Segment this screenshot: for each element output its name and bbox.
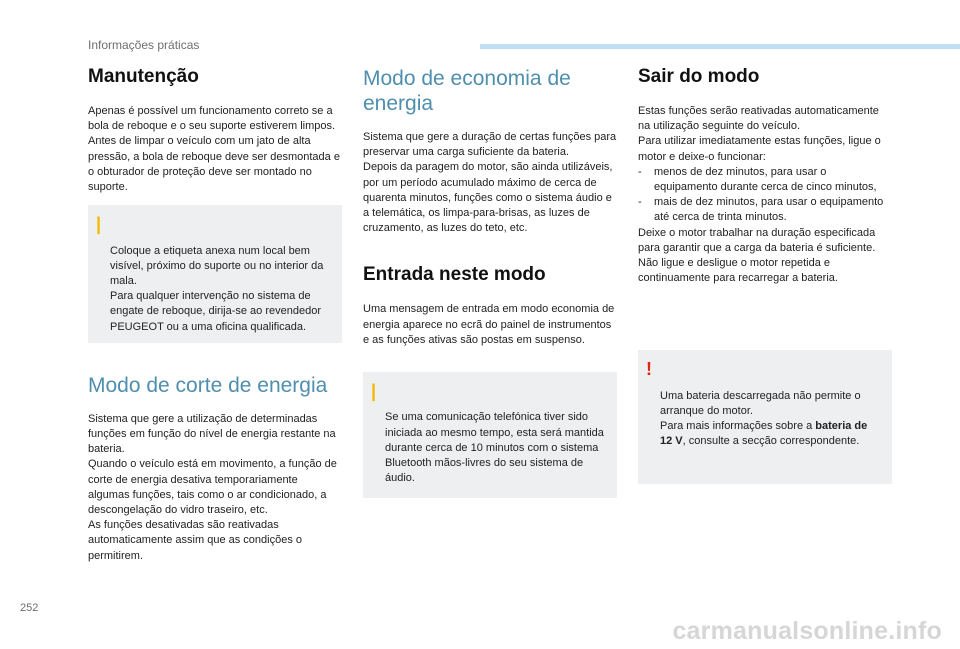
economy-mode-text: Sistema que gere a duração de certas funções para preservar uma carga suficiente da bateria. Depois da paragem do motor, são ainda utilizáveis, por um período acumulado máximo de cerca de quarenta minutos, funções como o sistema áudio e a telemática, os limpa-para-brisas, as luzes de cruzamento, as luzes do teto, etc.: [363, 131, 617, 235]
info-callout-text: Se uma comunicação telefónica tiver sido iniciada ao mesmo tempo, esta será mantida durante cerca de 10 minutos com o sistema Bluetooth mãos-livres do seu sistema de áudio.: [385, 411, 604, 485]
watermark: carmanualsonline.info: [672, 617, 942, 645]
list-item: - mais de dez minutos, para usar o equipamento até cerca de trinta minutos.: [638, 196, 884, 224]
section-header: Informações práticas: [88, 38, 200, 52]
warning-callout-tail: , consulte a secção correspondente.: [682, 435, 860, 448]
warning-callout-text: Uma bateria descarregada não permite o arranque do motor. Para mais informações sobre a: [660, 389, 861, 433]
info-callout-towbar: [88, 205, 342, 343]
info-icon: |: [371, 381, 377, 402]
column-left: [88, 66, 342, 564]
maintenance-title: Manutenção: [88, 66, 199, 87]
entry-mode-text: Uma mensagem de entrada em modo economia de energia aparece no ecrã do painel de instrumentos e as funções ativas são postas em suspenso.: [363, 303, 615, 346]
battery-link-text: bateria de 12 V: [660, 420, 868, 448]
column-right: [638, 66, 892, 484]
list-item: - menos de dez minutos, para usar o equipamento durante cerca de cinco minutos,: [638, 165, 877, 194]
exit-mode-text: Estas funções serão reativadas automaticamente na utilização seguinte do veículo. Para utilizar imediatamente estas funções, ligue o motor e deixe-o funcionar:: [638, 105, 881, 163]
duration-list: [638, 165, 892, 226]
info-callout-phone: [363, 372, 617, 498]
warning-icon: !: [646, 359, 652, 380]
warning-callout-battery: [638, 350, 892, 483]
header-bar: [480, 44, 960, 49]
economy-mode-title: Modo de economia de energia: [363, 67, 571, 115]
entry-mode-title: Entrada neste modo: [363, 264, 546, 286]
exit-mode-title: Sair do modo: [638, 66, 760, 87]
energy-cut-title: Modo de corte de energia: [88, 373, 328, 397]
column-middle: [363, 66, 617, 498]
maintenance-text: Apenas é possível um funcionamento correto se a bola de reboque e o seu suporte estiverem limpos. Antes de limpar o veículo com um jato de alta pressão, a bola de reboque deve ser desmontada e o obturador de proteção deve ser montado no suporte.: [88, 105, 340, 194]
energy-cut-text: Sistema que gere a utilização de determinadas funções em função do nível de energia restante na bateria. Quando o veículo está em movimento, a função de corte de energia desativa temporariamente algumas funções, tais como o ar condicionado, a descongelação do vidro traseiro, etc. As funções desativadas são reativadas automaticamente assim que as condições o permitirem.: [88, 412, 337, 562]
info-callout-text: Coloque a etiqueta anexa num local bem visível, próximo do suporte ou no interior da mala. Para qualquer intervenção no sistema de engate de reboque, dirija-se ao revendedor PEUGEOT ou a uma oficina qualificada.: [110, 244, 324, 333]
page-number: 252: [20, 602, 39, 614]
info-icon: |: [96, 214, 102, 235]
exit-mode-text-2: Deixe o motor trabalhar na duração especificada para garantir que a carga da bateria é suficiente. Não ligue e desligue o motor repetida e continuamente para recarregar a bateria.: [638, 226, 876, 285]
